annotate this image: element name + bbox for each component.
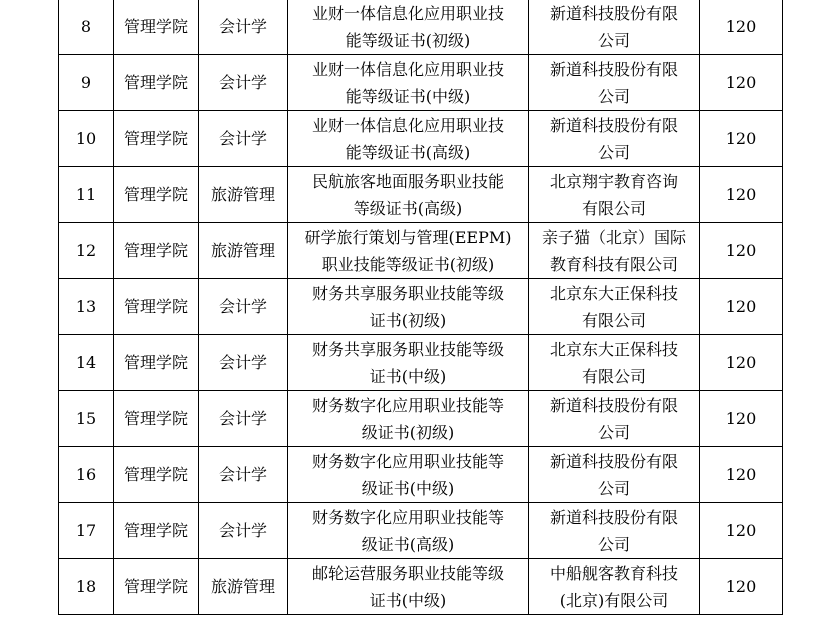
college-cell: [114, 335, 199, 391]
count-cell: [700, 447, 783, 503]
major-name: 会计学: [218, 353, 267, 372]
organization-name-line1: 亲子猫（北京）国际: [541, 227, 686, 247]
major-name: 会计学: [218, 521, 267, 540]
college-cell: [114, 55, 199, 111]
row-number: 17: [75, 521, 97, 540]
organization-name-line1: 新道科技股份有限: [549, 59, 678, 79]
major-cell: [199, 447, 288, 503]
certificate-name-line1: 财务共享服务职业技能等级: [311, 339, 504, 359]
organization-cell: [529, 111, 700, 167]
certificate-name-line2: 职业技能等级证书(初级): [321, 254, 495, 274]
row-number: 15: [75, 409, 97, 428]
organization-name-line2: 有限公司: [581, 310, 646, 330]
enrollment-count: 120: [725, 577, 757, 596]
certificate-name-line1: 财务数字化应用职业技能等: [311, 395, 504, 415]
organization-cell: [529, 503, 700, 559]
certificate-name-line2: 能等级证书(中级): [345, 86, 471, 106]
organization-cell: [529, 559, 700, 615]
certificate-cell: [288, 111, 529, 167]
major-cell: [199, 503, 288, 559]
organization-name-line1: 新道科技股份有限: [549, 451, 678, 471]
certificate-name-line1: 财务共享服务职业技能等级: [311, 283, 504, 303]
organization-name-line1: 新道科技股份有限: [549, 115, 678, 135]
organization-name-line2: 有限公司: [581, 366, 646, 386]
major-cell: [199, 559, 288, 615]
enrollment-count: 120: [725, 17, 757, 36]
count-cell: [700, 279, 783, 335]
enrollment-count: 120: [725, 353, 757, 372]
certificate-cell: [288, 0, 529, 55]
table-body: [59, 0, 783, 615]
organization-name-line1: 北京东大正保科技: [549, 283, 678, 303]
organization-name-line1: 新道科技股份有限: [549, 395, 678, 415]
count-cell: [700, 0, 783, 55]
organization-cell: [529, 223, 700, 279]
certificate-cell: [288, 391, 529, 447]
college-name: 管理学院: [123, 73, 188, 92]
college-name: 管理学院: [123, 297, 188, 316]
organization-name-line1: 北京翔宇教育咨询: [549, 171, 678, 191]
table-row: [59, 391, 783, 447]
major-name: 旅游管理: [210, 185, 275, 204]
certificate-cell: [288, 167, 529, 223]
certificate-cell: [288, 223, 529, 279]
row-number-cell: [59, 167, 114, 223]
row-number-cell: [59, 279, 114, 335]
major-name: 会计学: [218, 129, 267, 148]
major-cell: [199, 279, 288, 335]
enrollment-count: 120: [725, 465, 757, 484]
certificate-table: [58, 0, 783, 615]
table-row: [59, 167, 783, 223]
college-cell: [114, 111, 199, 167]
table-row: [59, 559, 783, 615]
certificate-name-line2: 级证书(高级): [361, 534, 455, 554]
enrollment-count: 120: [725, 297, 757, 316]
major-cell: [199, 391, 288, 447]
major-name: 旅游管理: [210, 241, 275, 260]
major-cell: [199, 55, 288, 111]
college-name: 管理学院: [123, 577, 188, 596]
major-cell: [199, 0, 288, 55]
organization-cell: [529, 447, 700, 503]
organization-name-line2: 公司: [597, 478, 630, 498]
organization-name-line2: 公司: [597, 30, 630, 50]
major-cell: [199, 167, 288, 223]
organization-name-line2: 有限公司: [581, 198, 646, 218]
major-name: 会计学: [218, 409, 267, 428]
count-cell: [700, 391, 783, 447]
certificate-cell: [288, 335, 529, 391]
organization-cell: [529, 335, 700, 391]
college-cell: [114, 279, 199, 335]
row-number-cell: [59, 55, 114, 111]
organization-name-line1: 新道科技股份有限: [549, 507, 678, 527]
row-number: 12: [75, 241, 97, 260]
row-number: 8: [80, 17, 92, 36]
major-name: 会计学: [218, 73, 267, 92]
major-cell: [199, 223, 288, 279]
organization-cell: [529, 279, 700, 335]
table-row: [59, 111, 783, 167]
major-name: 会计学: [218, 297, 267, 316]
count-cell: [700, 223, 783, 279]
count-cell: [700, 335, 783, 391]
certificate-cell: [288, 447, 529, 503]
organization-cell: [529, 55, 700, 111]
certificate-name-line1: 邮轮运营服务职业技能等级: [311, 563, 504, 583]
organization-name-line2: 公司: [597, 86, 630, 106]
count-cell: [700, 559, 783, 615]
table-row: [59, 503, 783, 559]
count-cell: [700, 55, 783, 111]
certificate-name-line2: 等级证书(高级): [353, 198, 463, 218]
organization-name-line2: 公司: [597, 534, 630, 554]
organization-cell: [529, 167, 700, 223]
certificate-name-line1: 研学旅行策划与管理(EEPM): [304, 227, 512, 247]
enrollment-count: 120: [725, 185, 757, 204]
major-name: 旅游管理: [210, 577, 275, 596]
enrollment-count: 120: [725, 241, 757, 260]
major-name: 会计学: [218, 465, 267, 484]
certificate-name-line1: 财务数字化应用职业技能等: [311, 451, 504, 471]
organization-name-line2: 教育科技有限公司: [549, 254, 678, 274]
college-cell: [114, 559, 199, 615]
organization-cell: [529, 391, 700, 447]
major-cell: [199, 335, 288, 391]
row-number: 14: [75, 353, 97, 372]
organization-name-line1: 中船舰客教育科技: [549, 563, 678, 583]
college-name: 管理学院: [123, 17, 188, 36]
row-number: 11: [75, 185, 97, 204]
row-number-cell: [59, 335, 114, 391]
organization-name-line2: 公司: [597, 142, 630, 162]
row-number-cell: [59, 223, 114, 279]
college-cell: [114, 503, 199, 559]
row-number-cell: [59, 391, 114, 447]
college-name: 管理学院: [123, 465, 188, 484]
certificate-name-line1: 民航旅客地面服务职业技能: [311, 171, 504, 191]
certificate-cell: [288, 55, 529, 111]
count-cell: [700, 111, 783, 167]
enrollment-count: 120: [725, 73, 757, 92]
table-row: [59, 223, 783, 279]
enrollment-count: 120: [725, 409, 757, 428]
enrollment-count: 120: [725, 521, 757, 540]
row-number: 16: [75, 465, 97, 484]
college-name: 管理学院: [123, 521, 188, 540]
certificate-name-line2: 能等级证书(初级): [345, 30, 471, 50]
row-number-cell: [59, 111, 114, 167]
organization-name-line2: (北京)有限公司: [559, 590, 669, 610]
certificate-cell: [288, 559, 529, 615]
college-name: 管理学院: [123, 185, 188, 204]
row-number-cell: [59, 559, 114, 615]
organization-name-line2: 公司: [597, 422, 630, 442]
certificate-name-line2: 证书(中级): [369, 590, 447, 610]
row-number: 13: [75, 297, 97, 316]
college-cell: [114, 0, 199, 55]
organization-name-line1: 北京东大正保科技: [549, 339, 678, 359]
certificate-name-line2: 级证书(初级): [361, 422, 455, 442]
certificate-name-line2: 级证书(中级): [361, 478, 455, 498]
certificate-cell: [288, 279, 529, 335]
certificate-name-line1: 财务数字化应用职业技能等: [311, 507, 504, 527]
organization-name-line1: 新道科技股份有限: [549, 3, 678, 23]
table-row: [59, 0, 783, 55]
certificate-name-line2: 能等级证书(高级): [345, 142, 471, 162]
count-cell: [700, 167, 783, 223]
enrollment-count: 120: [725, 129, 757, 148]
major-cell: [199, 111, 288, 167]
table-row: [59, 447, 783, 503]
college-name: 管理学院: [123, 353, 188, 372]
row-number: 18: [75, 577, 97, 596]
major-name: 会计学: [218, 17, 267, 36]
certificate-cell: [288, 503, 529, 559]
table-row: [59, 335, 783, 391]
college-cell: [114, 391, 199, 447]
count-cell: [700, 503, 783, 559]
college-name: 管理学院: [123, 241, 188, 260]
certificate-name-line1: 业财一体信息化应用职业技: [311, 59, 504, 79]
college-name: 管理学院: [123, 129, 188, 148]
certificate-table-page: [58, 0, 783, 615]
college-cell: [114, 223, 199, 279]
certificate-name-line2: 证书(初级): [369, 310, 447, 330]
organization-cell: [529, 0, 700, 55]
row-number: 10: [75, 129, 97, 148]
table-row: [59, 55, 783, 111]
certificate-name-line1: 业财一体信息化应用职业技: [311, 3, 504, 23]
row-number-cell: [59, 503, 114, 559]
table-row: [59, 279, 783, 335]
college-cell: [114, 167, 199, 223]
row-number-cell: [59, 0, 114, 55]
row-number-cell: [59, 447, 114, 503]
row-number: 9: [80, 73, 92, 92]
college-cell: [114, 447, 199, 503]
certificate-name-line2: 证书(中级): [369, 366, 447, 386]
college-name: 管理学院: [123, 409, 188, 428]
certificate-name-line1: 业财一体信息化应用职业技: [311, 115, 504, 135]
